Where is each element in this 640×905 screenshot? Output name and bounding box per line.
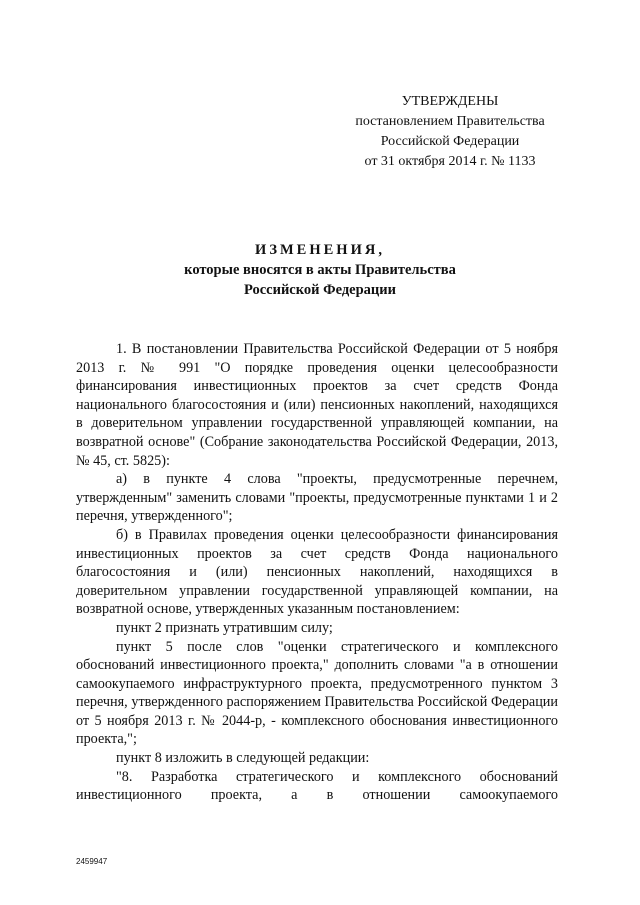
heading-line-2: Российской Федерации [243, 282, 396, 298]
paragraph-2: а) в пункте 4 слова "проекты, предусмотренные перечнем, утвержденным" заменить словами "проекты, предусмотренные пунктами 1 и 2 перечня, утвержденного"; [76, 471, 558, 525]
document-body [76, 340, 558, 805]
document-code: 2459947 [76, 857, 108, 866]
paragraph-1: 1. В постановлении Правительства Российской Федерации от 5 ноября 2013 г. № 991 "О порядке проведения оценки целесообразности финансирования инвестиционных проектов за счет средств Фонда национального благосостояния и (или) пенсионных накоплений, находящихся в доверительном управлении государственной управляющей компании, на возвратной основе" (Собрание законодательства Российской Федерации, 2013, № 45, ст. 5825): [76, 341, 558, 469]
document-heading [0, 240, 640, 300]
paragraph-7: "8. Разработка стратегического и комплексного обоснований инвестиционного проекта, а в отношении самоокупаемого [76, 768, 558, 804]
approval-title: УТВЕРЖДЕНЫ [401, 94, 499, 109]
paragraph-3: б) в Правилах проведения оценки целесообразности финансирования инвестиционных проектов за счет средств Фонда национального благосостояния и (или) пенсионных накоплений, находящихся в доверительном управлении государственной управляющей компании, на возвратной основе, утвержденных указанным постановлением: [76, 526, 558, 618]
approval-line-2: Российской Федерации [380, 134, 520, 149]
paragraph-6: пункт 8 изложить в следующей редакции: [116, 750, 370, 767]
approval-stamp [340, 92, 560, 172]
paragraph-4: пункт 2 признать утратившим силу; [116, 619, 333, 636]
heading-title: ИЗМЕНЕНИЯ, [255, 242, 385, 258]
approval-line-1: постановлением Правительства [355, 114, 545, 129]
heading-line-1: которые вносятся в акты Правительства [184, 262, 456, 278]
paragraph-5: пункт 5 после слов "оценки стратегического и комплексного обоснований инвестиционного проекта," дополнить словами "а в отношении самоокупаемого инфраструктурного проекта, предусмотренного пунктом 3 перечня, утвержденного распоряжением Правительства Российской Федерации от 5 ноября 2013 г. № 2044-р, - комплексного обоснования инвестиционного проекта,"; [76, 638, 558, 748]
approval-line-3: от 31 октября 2014 г. № 1133 [364, 154, 536, 169]
